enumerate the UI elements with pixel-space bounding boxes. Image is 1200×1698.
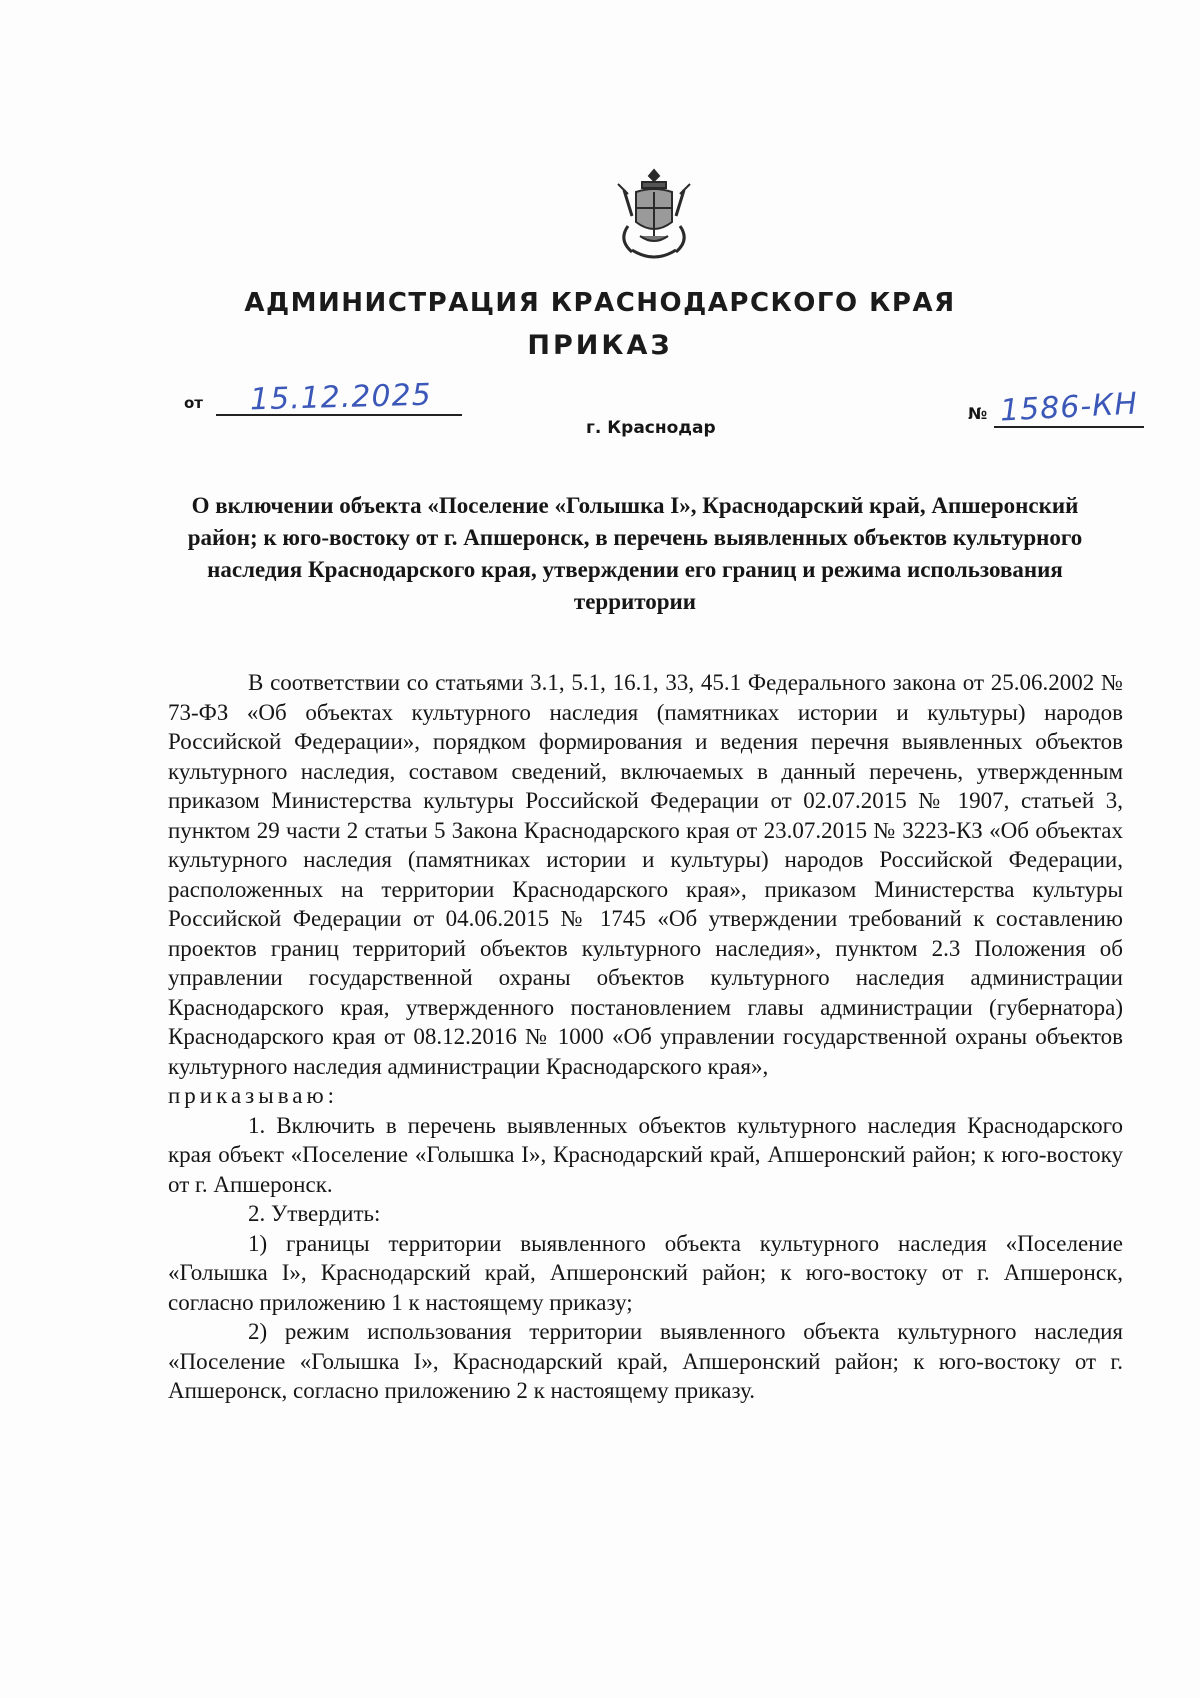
number-prefix: № — [968, 404, 988, 423]
handwritten-date: 15.12.2025 — [249, 377, 433, 418]
coat-of-arms-icon — [606, 166, 702, 266]
item-2-1: 1) границы территории выявленного объекта культурного наследия «Поселение «Голышка I», Краснодарский край, Апшеронский район; к юго-востоку от г. Апшеронск, согласно приложению 1 к настоящему приказу; — [168, 1230, 1123, 1315]
order-subject: О включении объекта «Поселение «Голышка I», Краснодарский край, Апшеронский район; к юго-востоку от г. Апшеронск, в перечень выявленных объектов культурного наследия Краснодарского края, утверждении его границ и режима использования территории — [187, 493, 1083, 614]
city-name: г. Краснодар — [586, 418, 716, 438]
order-word: приказываю: — [168, 1083, 339, 1108]
item-2: 2. Утвердить: — [248, 1201, 381, 1226]
handwritten-number: 1586-КН — [999, 386, 1139, 429]
item-2-2: 2) режим использования территории выявленного объекта культурного наследия «Поселение «Голышка I», Краснодарский край, Апшеронский район; к юго-востоку от г. Апшеронск, согласно приложению 2 к настоящему приказу. — [168, 1319, 1123, 1403]
organization-title: АДМИНИСТРАЦИЯ КРАСНОДАРСКОГО КРАЯ — [244, 288, 956, 318]
item-1: 1. Включить в перечень выявленных объектов культурного наследия Краснодарского края объект «Поселение «Голышка I», Краснодарский край, Апшеронский район; к юго-востоку от г. Апшеронск. — [168, 1112, 1123, 1197]
date-prefix: от — [184, 394, 203, 412]
order-body — [168, 668, 1123, 1406]
document-type: ПРИКАЗ — [527, 330, 673, 361]
preamble-paragraph: В соответствии со статьями 3.1, 5.1, 16.1, 33, 45.1 Федерального закона от 25.06.2002 № 73-ФЗ «Об объектах культурного наследия (памятниках истории и культуры) народов Российской Федерации», порядком формирования и ведения перечня выявленных объектов культурного наследия, составом сведений, включаемых в данный перечень, утвержденным приказом Министерства культуры Российской Федерации от 02.07.2015 № 1907, статьей 3, пунктом 29 части 2 статьи 5 Закона Краснодарского края от 23.07.2015 № 3223-КЗ «Об объектах культурного наследия (памятниках истории и культуры) народов Российской Федерации, расположенных на территории Краснодарского края», приказом Министерства культуры Российской Федерации от 04.06.2015 № 1745 «Об утверждении требований к составлению проектов границ территорий объектов культурного наследия», пунктом 2.3 Положения об управлении государственной охраны объектов культурного наследия администрации Краснодарского края, утвержденного постановлением главы администрации (губернатора) Краснодарского края от 08.12.2016 № 1000 «Об управлении государственной охраны объектов культурного наследия администрации Краснодарского края», — [168, 670, 1123, 1079]
